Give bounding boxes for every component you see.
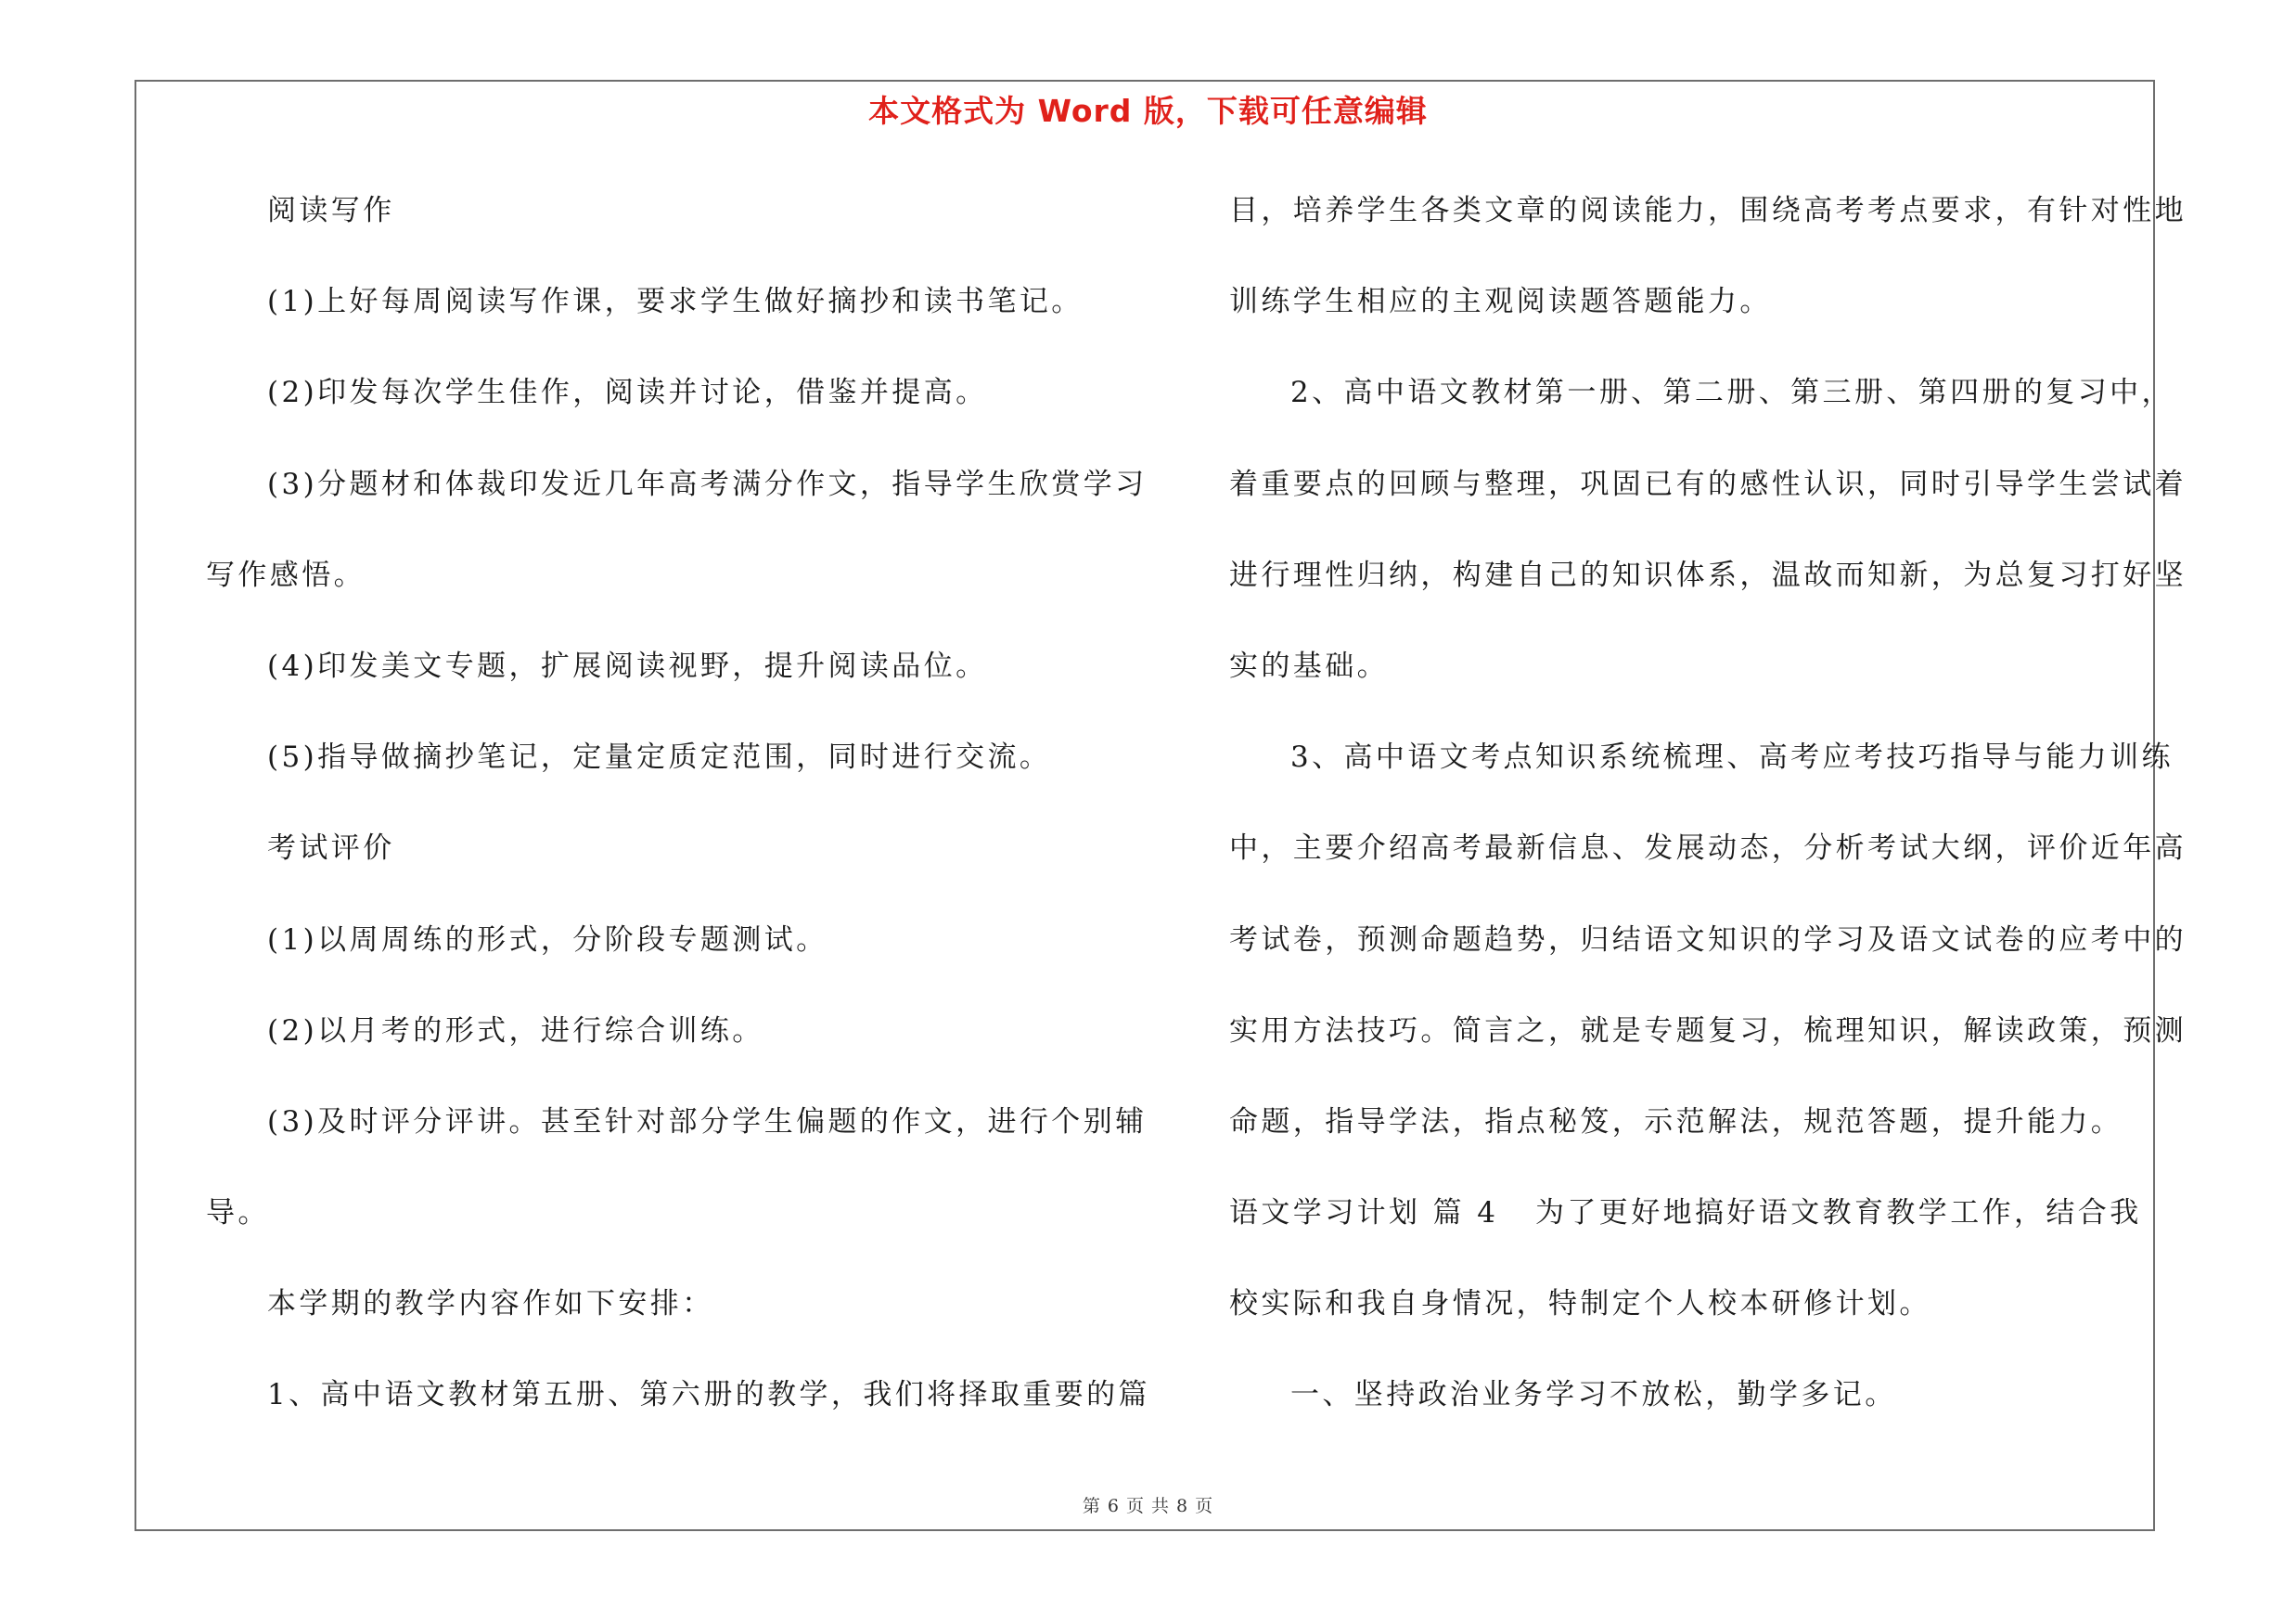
paragraph-line: 为了更好地搞好语文教育教学工作，结合我	[1535, 1196, 2142, 1230]
paragraph-line: 中，主要介绍高考最新信息、发展动态，分析考试大纲，评价近年高	[1229, 831, 2187, 866]
paragraph-line: 2、高中语文教材第一册、第二册、第三册、第四册的复习中，	[1290, 376, 2174, 410]
paragraph-line: 导。	[206, 1196, 270, 1230]
paragraph-line: (3)及时评分评讲。甚至针对部分学生偏题的作文，进行个别辅	[267, 1104, 1148, 1139]
page-number-footer: 第 6 页 共 8 页	[1082, 1496, 1214, 1516]
section-heading-reading-writing: 阅读写作	[267, 194, 395, 227]
paragraph-line: 实的基础。	[1229, 649, 1389, 683]
paragraph-line: (5)指导做摘抄笔记，定量定质定范围，同时进行交流。	[267, 741, 1052, 775]
section-heading-line	[1229, 1189, 2143, 1280]
paragraph-line: (4)印发美文专题，扩展阅读视野，提升阅读品位。	[267, 649, 988, 683]
paragraph-line: 3、高中语文考点知识系统梳理、高考应考技巧指导与能力训练	[1290, 741, 2174, 775]
paragraph-line: 进行理性归纳，构建自己的知识体系，温故而知新，为总复习打好坚	[1229, 558, 2187, 592]
paragraph-line: 目，培养学生各类文章的阅读能力，围绕高考考点要求，有针对性地	[1229, 194, 2187, 227]
paragraph-line: 本学期的教学内容作如下安排：	[267, 1287, 714, 1321]
paragraph-line: 着重要点的回顾与整理，巩固已有的感性认识，同时引导学生尝试着	[1229, 467, 2187, 501]
paragraph-line: 校实际和我自身情况，特制定个人校本研修计划。	[1229, 1287, 1931, 1321]
right-column	[1229, 187, 2187, 1462]
paragraph-line: (2)以月考的形式，进行综合训练。	[267, 1013, 764, 1048]
paragraph-line: 写作感悟。	[206, 558, 366, 592]
paragraph-line: 一、坚持政治业务学习不放松，勤学多记。	[1290, 1378, 1897, 1412]
paragraph-line: 命题，指导学法，指点秘笈，示范解法，规范答题，提升能力。	[1229, 1104, 2123, 1139]
paragraph-line: (1)上好每周阅读写作课，要求学生做好摘抄和读书笔记。	[267, 285, 1084, 319]
paragraph-line: 考试卷，预测命题趋势，归结语文知识的学习及语文试卷的应考中的	[1229, 922, 2187, 957]
paragraph-line: (1)以周周练的形式，分阶段专题测试。	[267, 922, 828, 957]
paragraph-line: (3)分题材和体裁印发近几年高考满分作文，指导学生欣赏学习	[267, 467, 1148, 501]
paragraph-line: 实用方法技巧。简言之，就是专题复习，梳理知识，解读政策，预测	[1229, 1013, 2187, 1048]
section-heading-study-plan-4: 语文学习计划 篇 4	[1229, 1196, 1499, 1230]
left-column	[206, 187, 1150, 1462]
paragraph-line: 1、高中语文教材第五册、第六册的教学，我们将择取重要的篇	[267, 1378, 1150, 1412]
paragraph-line: 训练学生相应的主观阅读题答题能力。	[1229, 285, 1772, 319]
section-heading-exam-evaluation: 考试评价	[267, 831, 395, 866]
paragraph-line: (2)印发每次学生佳作，阅读并讨论，借鉴并提高。	[267, 376, 988, 410]
format-notice-banner: 本文格式为 Word 版，下载可任意编辑	[868, 93, 1428, 129]
